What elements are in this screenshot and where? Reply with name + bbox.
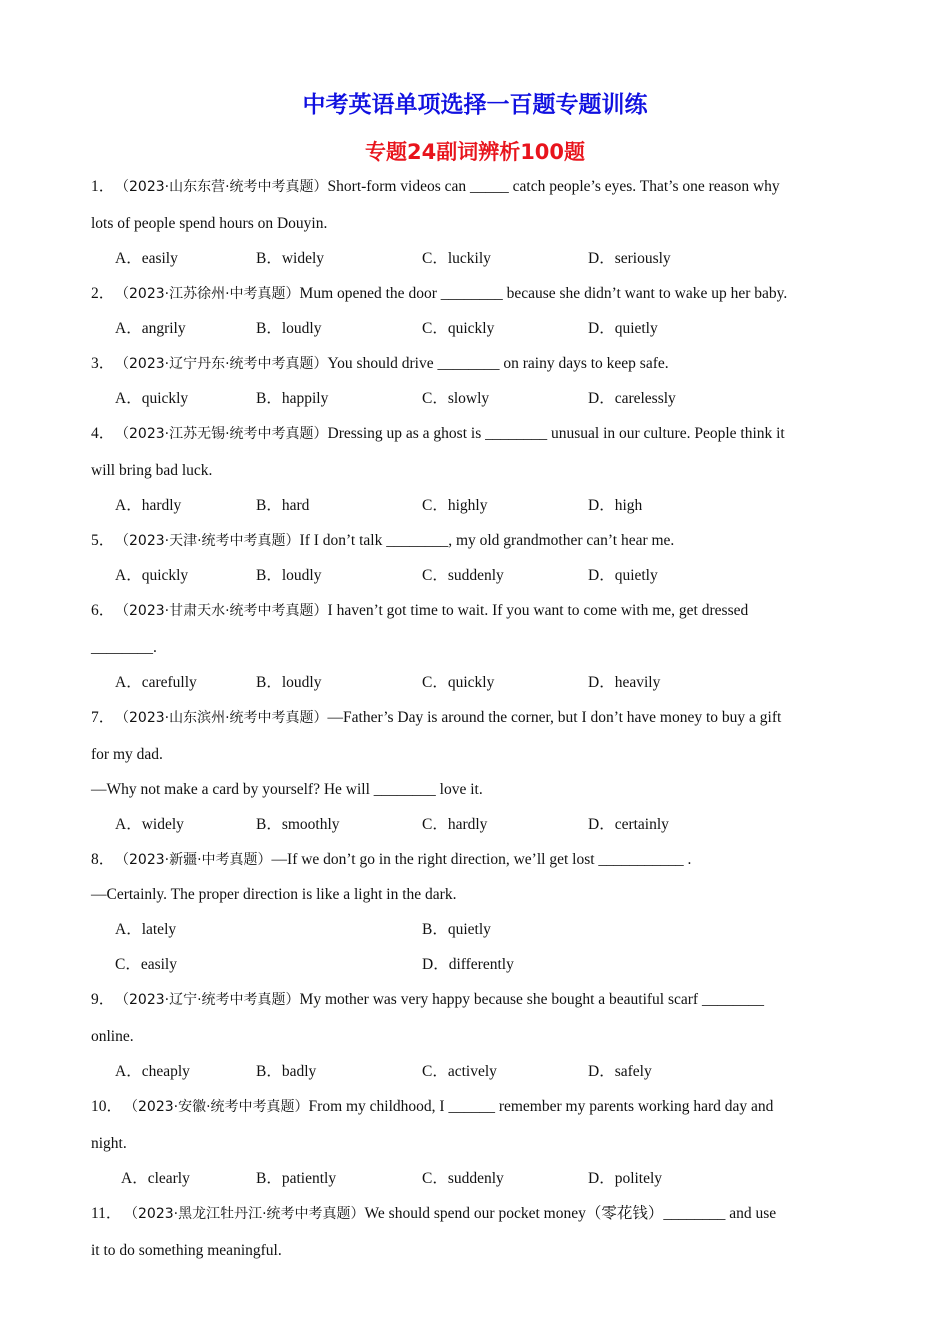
question-source: （2023·甘肃天水·统考中考真题） <box>115 603 328 619</box>
question-number: 5． <box>91 532 115 549</box>
question-10-option-b[interactable]: B．patiently <box>256 1170 337 1187</box>
question-10-option-c[interactable]: C．suddenly <box>422 1170 504 1187</box>
question-text: —If we don’t go in the right direction, we’ll get lost ___________ . <box>271 851 692 868</box>
question-number: 2． <box>91 285 115 302</box>
question-4-option-a[interactable]: A．hardly <box>115 497 182 514</box>
question-7-stem-cont: for my dad. <box>91 746 163 763</box>
question-number: 10． <box>91 1098 123 1115</box>
question-6-option-c[interactable]: C．quickly <box>422 674 495 691</box>
question-1-stem <box>91 177 780 197</box>
question-source: （2023·辽宁丹东·统考中考真题） <box>115 356 328 372</box>
question-8-option-b[interactable]: B．quietly <box>422 921 491 938</box>
question-source: （2023·新疆·中考真题） <box>115 852 272 868</box>
question-4-option-b[interactable]: B．hard <box>256 497 310 514</box>
question-source: （2023·江苏徐州·中考真题） <box>115 286 300 302</box>
question-source: （2023·江苏无锡·统考中考真题） <box>115 426 328 442</box>
question-text: Short-form videos can _____ catch people’s eyes. That’s one reason why <box>327 178 780 195</box>
question-1-stem-cont: lots of people spend hours on Douyin. <box>91 215 328 232</box>
question-number: 9． <box>91 991 115 1008</box>
question-9-option-a[interactable]: A．cheaply <box>115 1063 190 1080</box>
question-2-option-a[interactable]: A．angrily <box>115 320 186 337</box>
question-3-option-a[interactable]: A．quickly <box>115 390 189 407</box>
question-text: From my childhood, I ______ remember my parents working hard day and <box>308 1098 774 1115</box>
question-text: I haven’t got time to wait. If you want to come with me, get dressed <box>327 602 749 619</box>
question-6-option-a[interactable]: A．carefully <box>115 674 197 691</box>
question-8-reply: —Certainly. The proper direction is like a light in the dark. <box>91 886 457 903</box>
question-number: 3． <box>91 355 115 372</box>
page-subtitle: 专题24副词辨析100题 <box>364 140 586 164</box>
question-11-stem-cont: it to do something meaningful. <box>91 1242 282 1259</box>
question-5-option-b[interactable]: B．loudly <box>256 567 322 584</box>
question-10-stem-cont: night. <box>91 1135 127 1152</box>
question-2-option-c[interactable]: C．quickly <box>422 320 495 337</box>
question-9-option-b[interactable]: B．badly <box>256 1063 317 1080</box>
question-10-stem <box>91 1097 773 1117</box>
question-6-stem-cont: ________. <box>91 639 157 656</box>
question-1-option-b[interactable]: B．widely <box>256 250 325 267</box>
question-2-option-d[interactable]: D．quietly <box>588 320 658 337</box>
question-number: 6． <box>91 602 115 619</box>
question-source: （2023·山东东营·统考中考真题） <box>115 179 328 195</box>
question-5-option-d[interactable]: D．quietly <box>588 567 658 584</box>
question-6-option-d[interactable]: D．heavily <box>588 674 661 691</box>
question-7-option-b[interactable]: B．smoothly <box>256 816 340 833</box>
question-10-option-d[interactable]: D．politely <box>588 1170 663 1187</box>
question-9-option-d[interactable]: D．safely <box>588 1063 652 1080</box>
question-8-stem <box>91 850 691 870</box>
question-9-stem <box>91 990 764 1010</box>
question-number: 8． <box>91 851 115 868</box>
page-title: 中考英语单项选择一百题专题训练 <box>302 92 648 118</box>
question-4-option-c[interactable]: C．highly <box>422 497 488 514</box>
question-number: 4． <box>91 425 115 442</box>
question-8-option-a[interactable]: A．lately <box>115 921 177 938</box>
question-3-stem <box>91 354 669 374</box>
question-text: Mum opened the door ________ because she didn’t want to wake up her baby. <box>299 285 788 302</box>
question-text: My mother was very happy because she bought a beautiful scarf ________ <box>299 991 764 1008</box>
question-7-option-a[interactable]: A．widely <box>115 816 184 833</box>
question-1-option-a[interactable]: A．easily <box>115 250 178 267</box>
question-5-option-c[interactable]: C．suddenly <box>422 567 504 584</box>
question-2-stem <box>91 284 787 304</box>
question-1-option-c[interactable]: C．luckily <box>422 250 491 267</box>
question-8-option-d[interactable]: D．differently <box>422 956 514 973</box>
question-text: If I don’t talk ________, my old grandmother can’t hear me. <box>299 532 675 549</box>
question-10-option-a[interactable]: A．clearly <box>121 1170 190 1187</box>
question-source: （2023·山东滨州·统考中考真题） <box>115 710 328 726</box>
question-7-option-d[interactable]: D．certainly <box>588 816 669 833</box>
question-4-stem <box>91 424 785 444</box>
question-text: —Father’s Day is around the corner, but I don’t have money to buy a gift <box>327 709 782 726</box>
question-text: We should spend our pocket money（零花钱）________ and use <box>364 1205 777 1222</box>
question-9-stem-cont: online. <box>91 1028 134 1045</box>
question-4-option-d[interactable]: D．high <box>588 497 643 514</box>
question-source: （2023·安徽·统考中考真题） <box>124 1099 309 1115</box>
question-7-reply: —Why not make a card by yourself? He will ________ love it. <box>91 781 483 798</box>
question-text: Dressing up as a ghost is ________ unusual in our culture. People think it <box>327 425 785 442</box>
question-text: You should drive ________ on rainy days to keep safe. <box>327 355 669 372</box>
question-2-option-b[interactable]: B．loudly <box>256 320 322 337</box>
question-8-option-c[interactable]: C．easily <box>115 956 177 973</box>
question-5-stem <box>91 531 674 551</box>
question-6-option-b[interactable]: B．loudly <box>256 674 322 691</box>
question-5-option-a[interactable]: A．quickly <box>115 567 189 584</box>
question-9-option-c[interactable]: C．actively <box>422 1063 497 1080</box>
question-6-stem <box>91 601 748 621</box>
question-3-option-c[interactable]: C．slowly <box>422 390 490 407</box>
question-1-option-d[interactable]: D．seriously <box>588 250 671 267</box>
question-source: （2023·黑龙江牡丹江·统考中考真题） <box>124 1206 365 1222</box>
question-source: （2023·天津·统考中考真题） <box>115 533 300 549</box>
question-7-option-c[interactable]: C．hardly <box>422 816 488 833</box>
question-7-stem <box>91 708 781 728</box>
question-4-stem-cont: will bring bad luck. <box>91 462 213 479</box>
question-3-option-b[interactable]: B．happily <box>256 390 329 407</box>
question-number: 7． <box>91 709 115 726</box>
question-number: 11． <box>91 1205 122 1222</box>
question-source: （2023·辽宁·统考中考真题） <box>115 992 300 1008</box>
question-3-option-d[interactable]: D．carelessly <box>588 390 676 407</box>
question-11-stem <box>91 1204 776 1224</box>
question-number: 1． <box>91 178 115 195</box>
